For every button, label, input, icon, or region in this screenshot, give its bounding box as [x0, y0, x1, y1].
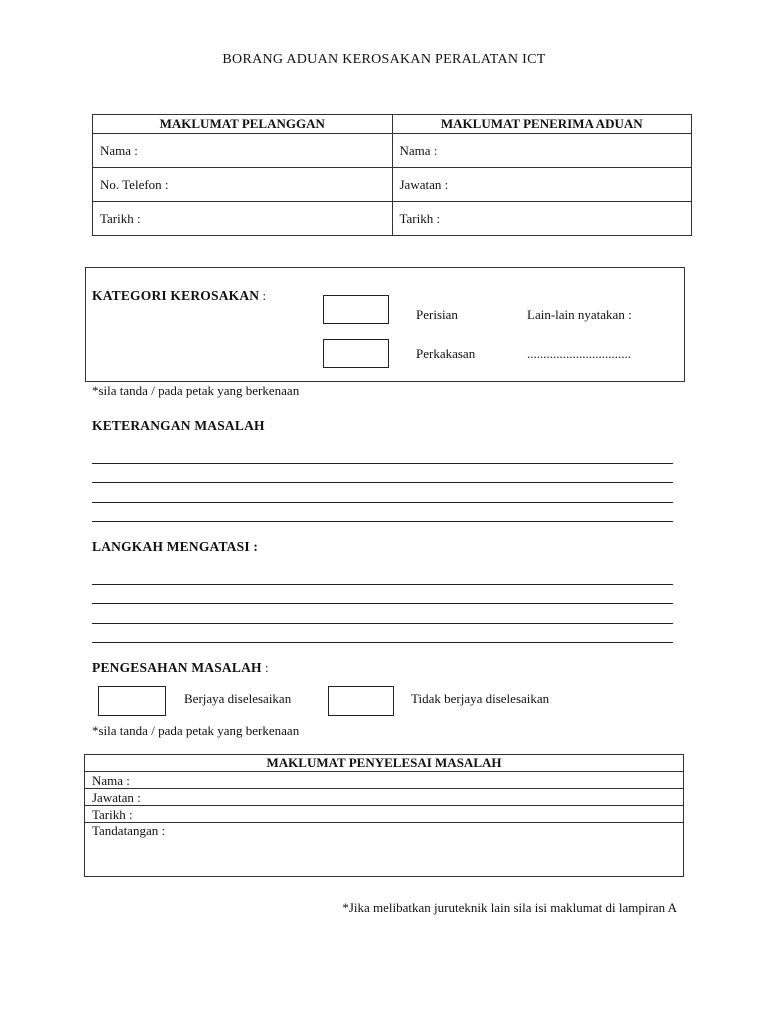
software-checkbox[interactable] [323, 295, 389, 324]
verification-heading [92, 659, 269, 677]
other-category-label: Lain-lain nyatakan : [527, 307, 632, 322]
receiver-info-header: MAKLUMAT PENERIMA ADUAN [392, 115, 692, 134]
table-row [85, 772, 684, 789]
solver-date-field[interactable]: Tarikh : [85, 806, 684, 823]
table-row [93, 168, 692, 202]
customer-date-field[interactable]: Tarikh : [93, 202, 393, 236]
resolved-option-label: Berjaya diselesaikan [184, 691, 292, 706]
damage-category-label: KATEGORI KEROSAKAN [92, 288, 260, 303]
problem-solver-table [84, 754, 684, 877]
resolution-steps-heading: LANGKAH MENGATASI : [92, 539, 259, 554]
unresolved-checkbox[interactable] [328, 686, 394, 716]
damage-category-heading [92, 288, 266, 304]
hardware-option-label: Perkakasan [416, 346, 476, 361]
receiver-date-field[interactable]: Tarikh : [392, 202, 692, 236]
resolved-checkbox[interactable] [98, 686, 166, 716]
solver-signature-field[interactable]: Tandatangan : [85, 823, 684, 877]
tick-instruction-note-2: *sila tanda / pada petak yang berkenaan [92, 723, 300, 738]
customer-info-header: MAKLUMAT PELANGGAN [93, 115, 393, 134]
problem-solver-header: MAKLUMAT PENYELESAI MASALAH [85, 755, 684, 772]
table-row [85, 806, 684, 823]
solver-name-field[interactable]: Nama : [85, 772, 684, 789]
footnote: *Jika melibatkan juruteknik lain sila isi maklumat di lampiran A [342, 900, 677, 915]
resolution-steps-line[interactable] [92, 623, 673, 624]
resolution-steps-line[interactable] [92, 603, 673, 604]
table-row [93, 202, 692, 236]
software-option-label: Perisian [416, 307, 458, 322]
damage-category-colon: : [259, 288, 267, 303]
customer-name-field[interactable]: Nama : [93, 134, 393, 168]
table-row [85, 823, 684, 877]
customer-info-table [92, 114, 692, 236]
resolution-steps-line[interactable] [92, 642, 673, 643]
receiver-name-field[interactable]: Nama : [392, 134, 692, 168]
verification-label: PENGESAHAN MASALAH [92, 660, 262, 675]
table-row [85, 789, 684, 806]
table-row [93, 134, 692, 168]
solver-position-field[interactable]: Jawatan : [85, 789, 684, 806]
resolution-steps-line[interactable] [92, 584, 673, 585]
problem-description-line[interactable] [92, 463, 673, 464]
table-header-row [93, 115, 692, 134]
customer-phone-field[interactable]: No. Telefon : [93, 168, 393, 202]
receiver-position-field[interactable]: Jawatan : [392, 168, 692, 202]
problem-description-line[interactable] [92, 502, 673, 503]
tick-instruction-note: *sila tanda / pada petak yang berkenaan [92, 383, 300, 398]
other-category-field[interactable]: ................................ [527, 346, 631, 361]
unresolved-option-label: Tidak berjaya diselesaikan [411, 691, 550, 706]
verification-colon: : [261, 660, 269, 675]
hardware-checkbox[interactable] [323, 339, 389, 368]
table-header-row [85, 755, 684, 772]
form-title: BORANG ADUAN KEROSAKAN PERALATAN ICT [222, 52, 546, 67]
problem-description-heading: KETERANGAN MASALAH [92, 418, 265, 433]
problem-description-line[interactable] [92, 482, 673, 483]
problem-description-line[interactable] [92, 521, 673, 522]
